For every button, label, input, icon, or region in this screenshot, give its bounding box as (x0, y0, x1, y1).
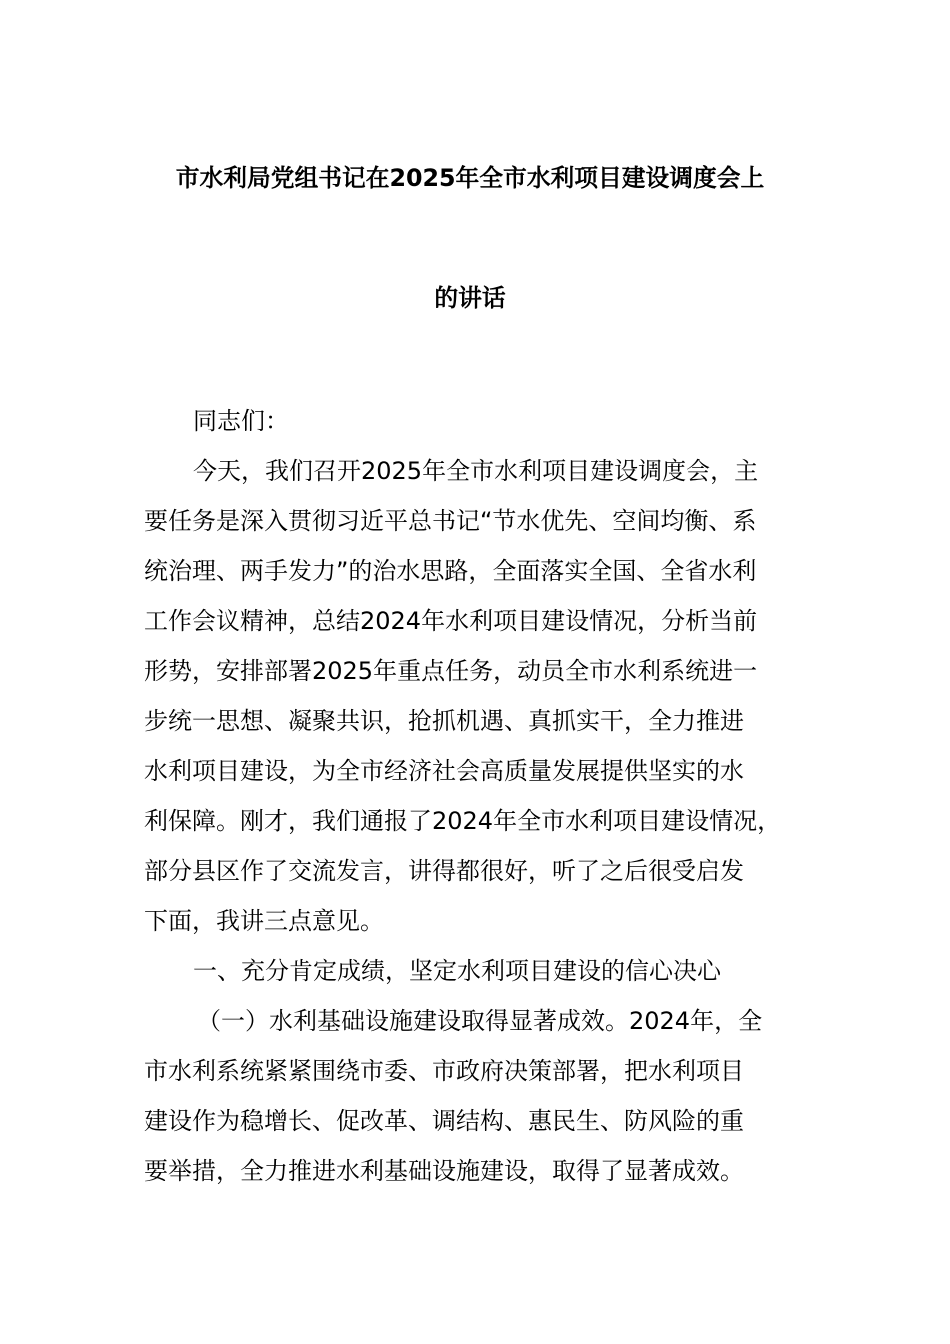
body-line: 工作会议精神，总结2024年水利项目建设情况，分析当前 (144, 607, 758, 635)
body-line: 统治理、两手发力”的治水思路，全面落实全国、全省水利 (144, 557, 757, 585)
body-line: 利保障。刚才，我们通报了2024年全市水利项目建设情况， (144, 807, 782, 835)
document-title-line-1: 市水利局党组书记在2025年全市水利项目建设调度会上 (175, 164, 765, 192)
body-line: 要举措，全力推进水利基础设施建设，取得了显著成效。 (144, 1157, 744, 1185)
section-heading: 一、充分肯定成绩，坚定水利项目建设的信心决心 (193, 957, 721, 985)
body-line: 部分县区作了交流发言，讲得都很好，听了之后很受启发 (144, 857, 744, 885)
body-line: 今天，我们召开2025年全市水利项目建设调度会，主 (193, 457, 759, 485)
body-line: 下面，我讲三点意见。 (144, 907, 384, 935)
body-line: 要任务是深入贯彻习近平总书记“节水优先、空间均衡、系 (144, 507, 757, 535)
body-line: 水利项目建设，为全市经济社会高质量发展提供坚实的水 (144, 757, 744, 785)
document-title-line-2: 的讲话 (434, 284, 506, 312)
body-line: 步统一思想、凝聚共识，抢抓机遇、真抓实干，全力推进 (144, 707, 744, 735)
subsection-heading-line: （一）水利基础设施建设取得显著成效。2024年，全 (197, 1007, 763, 1035)
body-line: 建设作为稳增长、促改革、调结构、惠民生、防风险的重 (144, 1107, 744, 1135)
body-line: 市水利系统紧紧围绕市委、市政府决策部署，把水利项目 (144, 1057, 744, 1085)
body-line: 形势，安排部署2025年重点任务，动员全市水利系统进一 (144, 657, 758, 685)
salutation: 同志们： (193, 407, 289, 435)
